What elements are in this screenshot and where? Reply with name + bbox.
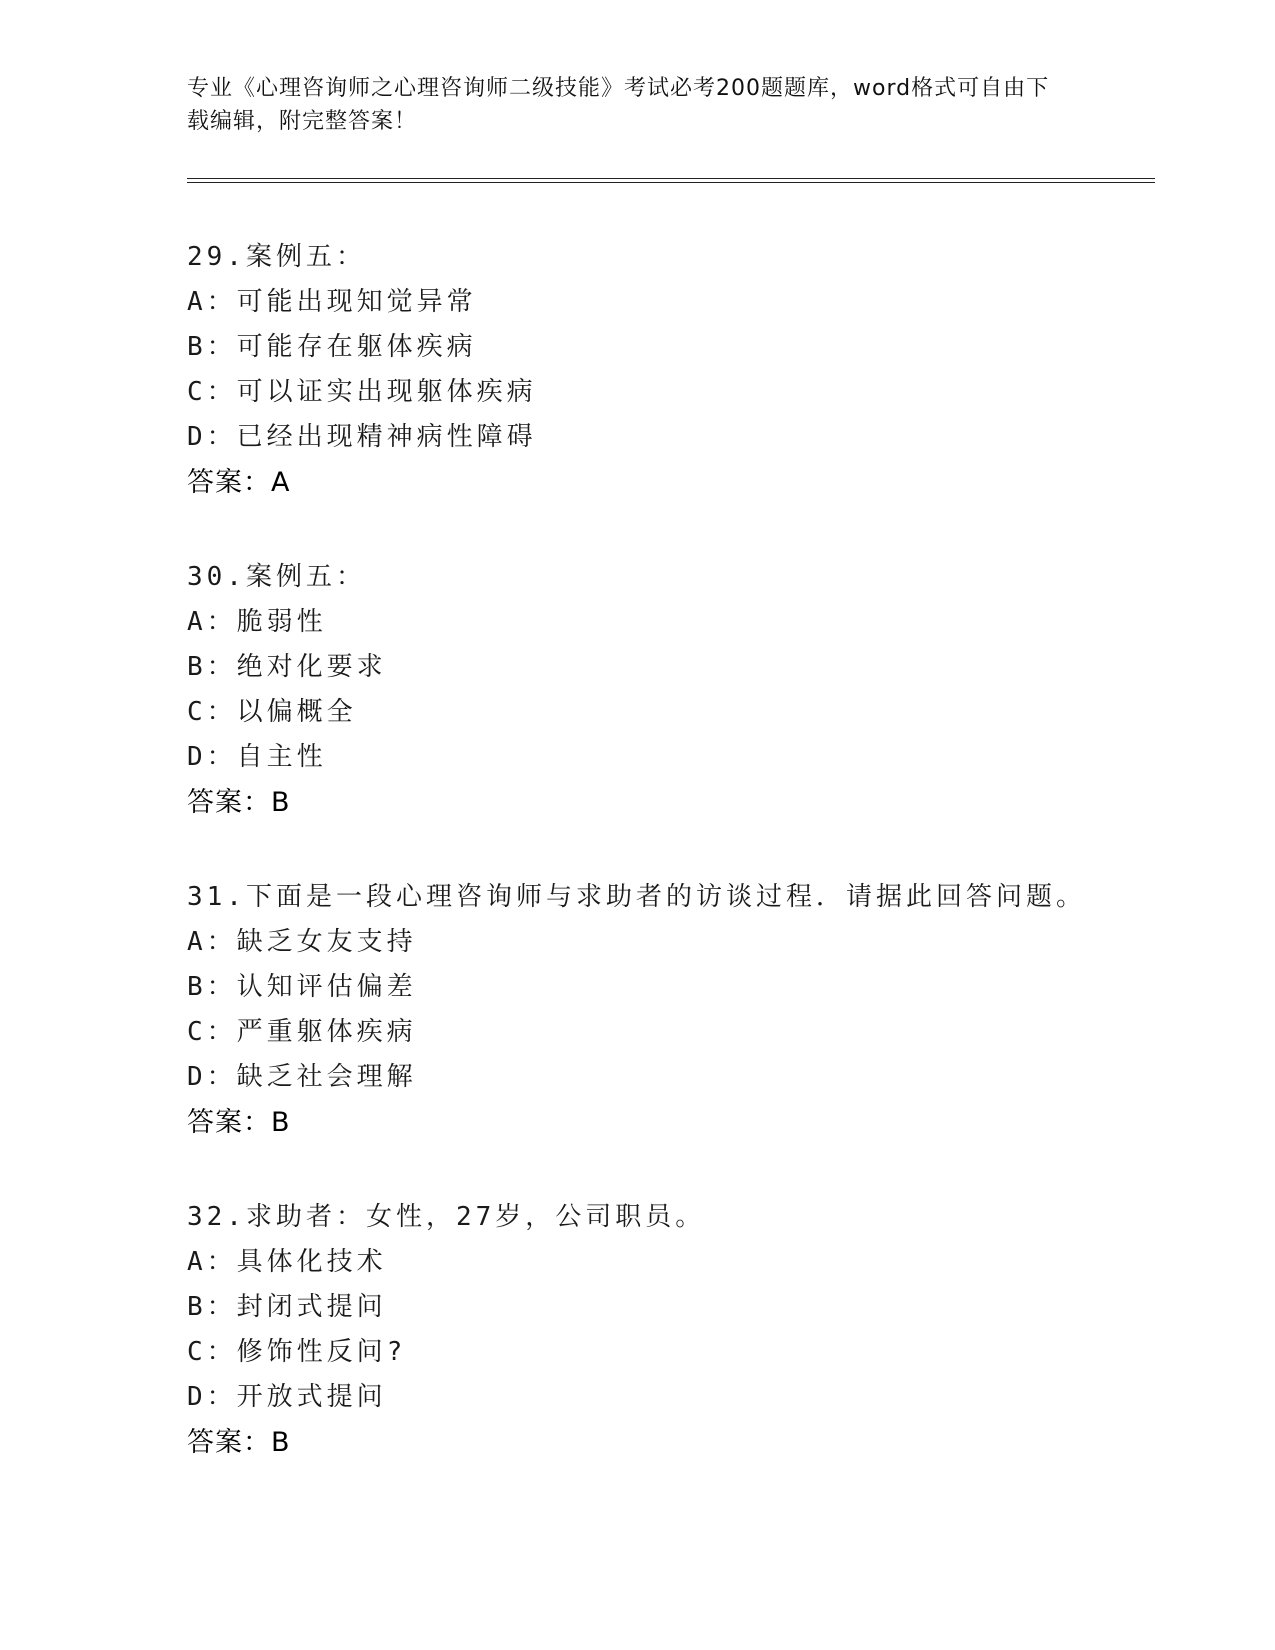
option-d: D：自主性 xyxy=(187,742,327,772)
option-a: A：脆弱性 xyxy=(187,607,327,637)
option-c: C：严重躯体疾病 xyxy=(187,1017,417,1047)
document-intro: 专业《心理咨询师之心理咨询师二级技能》考试必考200题题库，word格式可自由下载编辑，附完整答案！ xyxy=(187,76,1050,134)
option-c: C：修饰性反问? xyxy=(187,1337,407,1367)
option-c: C：以偏概全 xyxy=(187,697,357,727)
option-d: D：缺乏社会理解 xyxy=(187,1062,417,1092)
option-a: A：可能出现知觉异常 xyxy=(187,287,477,317)
option-a: A：缺乏女友支持 xyxy=(187,927,417,957)
option-b: B：封闭式提问 xyxy=(187,1292,387,1322)
question-title: 32.求助者：女性，27岁，公司职员。 xyxy=(187,1202,706,1232)
option-b: B：认知评估偏差 xyxy=(187,972,417,1002)
answer-line: 答案：B xyxy=(187,1107,291,1138)
option-d: D：已经出现精神病性障碍 xyxy=(187,422,537,452)
option-c: C：可以证实出现躯体疾病 xyxy=(187,377,537,407)
option-d: D：开放式提问 xyxy=(187,1382,387,1412)
question-32 xyxy=(187,1195,1187,1466)
header-divider xyxy=(187,178,1155,183)
option-b: B：绝对化要求 xyxy=(187,652,387,682)
answer-line: 答案：B xyxy=(187,1427,291,1458)
option-a: A：具体化技术 xyxy=(187,1247,387,1277)
question-30 xyxy=(187,555,1187,826)
question-31 xyxy=(187,875,1187,1146)
option-b: B：可能存在躯体疾病 xyxy=(187,332,477,362)
question-title: 31.下面是一段心理咨询师与求助者的访谈过程．请据此回答问题。 xyxy=(187,882,1086,912)
question-title: 29.案例五： xyxy=(187,242,366,272)
answer-line: 答案：A xyxy=(187,467,291,498)
question-title: 30.案例五： xyxy=(187,562,366,592)
answer-line: 答案：B xyxy=(187,787,291,818)
question-29 xyxy=(187,235,1187,506)
